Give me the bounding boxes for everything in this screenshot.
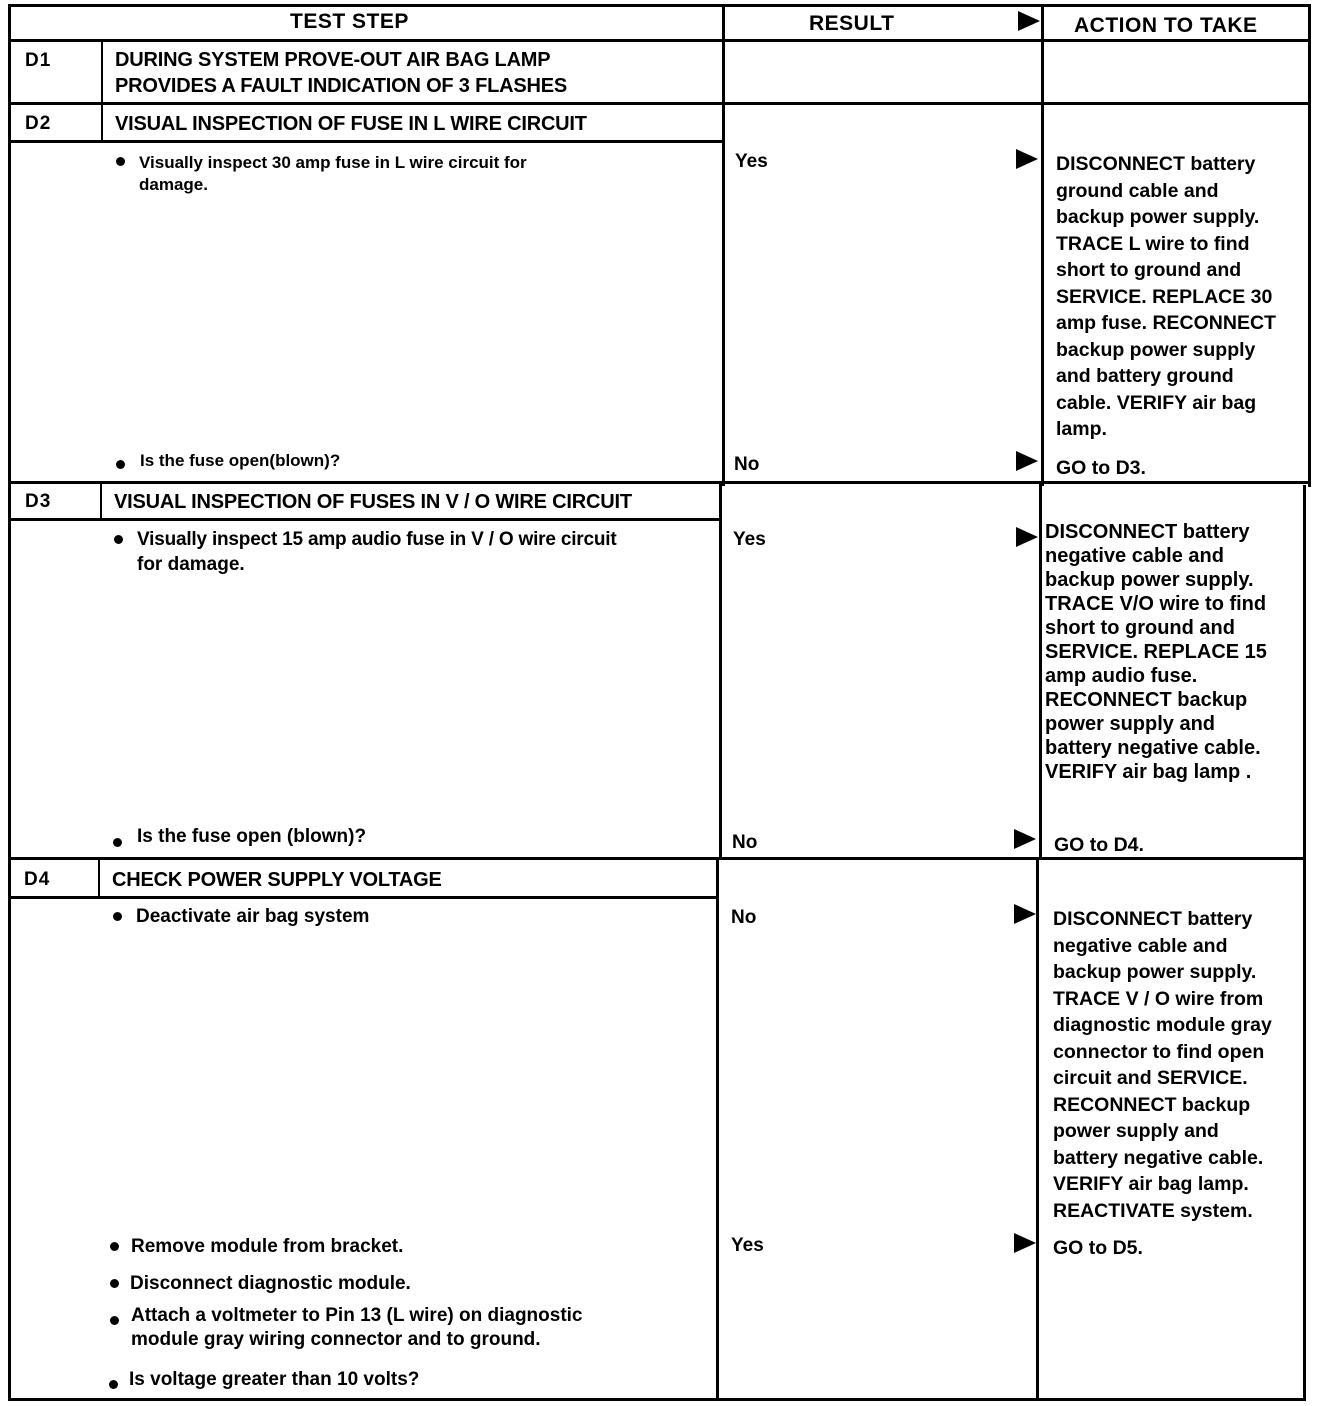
arrow-right-icon: [1014, 829, 1036, 849]
step-id-d2: D2: [25, 113, 52, 134]
result-d4-no: No: [731, 907, 757, 928]
bullet-icon: [114, 535, 123, 544]
action-d4-yes: GO to D5.: [1053, 1237, 1143, 1259]
header-test-step: TEST STEP: [290, 10, 409, 33]
result-d3-yes: Yes: [733, 529, 766, 550]
result-d2-no: No: [734, 454, 760, 475]
step-d3-question: Is the fuse open (blown)?: [137, 826, 367, 847]
arrow-right-icon: [1016, 451, 1038, 471]
header-result: RESULT: [809, 12, 895, 35]
step-id-d3: D3: [25, 491, 52, 512]
bullet-icon: [110, 1279, 119, 1288]
step-title-d2: VISUAL INSPECTION OF FUSE IN L WIRE CIRCUIT: [115, 113, 587, 135]
step-id-d1: D1: [25, 50, 52, 71]
arrow-right-icon: [1016, 527, 1038, 547]
arrow-right-icon: [1014, 904, 1036, 924]
step-d2-item-1-line-1: Visually inspect 30 amp fuse in L wire circuit for: [139, 153, 527, 172]
bullet-icon: [113, 912, 122, 921]
bullet-icon: [113, 838, 122, 847]
bullet-icon: [116, 460, 125, 469]
step-d4-item-4-line-1: Attach a voltmeter to Pin 13 (L wire) on diagnostic: [131, 1305, 583, 1326]
step-title-d1-line-2: PROVIDES A FAULT INDICATION OF 3 FLASHES: [115, 75, 568, 97]
step-d2-question: Is the fuse open(blown)?: [140, 451, 341, 470]
action-d2-no: GO to D3.: [1056, 457, 1146, 479]
action-d4-no: DISCONNECT battery negative cable and backup power supply. TRACE V / O wire from diagnostic module gray connector to find open circuit and SERVICE. RECONNECT backup power supply and battery negative cable. VERIFY air bag lamp. REACTIVATE system.: [1053, 908, 1272, 1222]
header-action-to-take: ACTION TO TAKE: [1074, 14, 1258, 37]
result-d2-yes: Yes: [735, 151, 768, 172]
step-d4-item-4-line-2: module gray wiring connector and to ground.: [131, 1329, 541, 1350]
step-d4-item-2: Remove module from bracket.: [131, 1236, 404, 1257]
bullet-icon: [110, 1316, 119, 1325]
result-d4-yes: Yes: [731, 1235, 764, 1256]
step-title-d1-line-1: DURING SYSTEM PROVE-OUT AIR BAG LAMP: [115, 49, 551, 71]
bullet-icon: [116, 157, 125, 166]
step-id-d4: D4: [24, 869, 51, 890]
step-d4-item-3: Disconnect diagnostic module.: [130, 1273, 411, 1294]
step-title-d3: VISUAL INSPECTION OF FUSES IN V / O WIRE CIRCUIT: [114, 491, 632, 513]
bullet-icon: [109, 1380, 118, 1389]
step-d2-item-1-line-2: damage.: [139, 175, 208, 194]
step-d3-item-1-line-2: for damage.: [137, 554, 245, 575]
action-d3-no: GO to D4.: [1054, 834, 1144, 856]
action-d3-yes: DISCONNECT battery negative cable and backup power supply. TRACE V/O wire to find short to ground and SERVICE. REPLACE 15 amp audio fuse. RECONNECT backup power supply and battery negative cable. VERIFY air bag lamp .: [1045, 521, 1267, 783]
step-d4-item-1: Deactivate air bag system: [136, 906, 370, 927]
arrow-right-icon: [1014, 1233, 1036, 1253]
arrow-right-icon: [1016, 149, 1038, 169]
header-arrow-icon: [1018, 11, 1040, 31]
result-d3-no: No: [732, 832, 758, 853]
step-d4-question: Is voltage greater than 10 volts?: [129, 1369, 420, 1390]
bullet-icon: [110, 1242, 119, 1251]
step-title-d4: CHECK POWER SUPPLY VOLTAGE: [112, 869, 442, 891]
action-d2-yes: DISCONNECT battery ground cable and backup power supply. TRACE L wire to find short to ground and SERVICE. REPLACE 30 amp fuse. RECONNECT backup power supply and battery ground cable. VERIFY air bag lamp.: [1056, 153, 1276, 440]
step-d3-item-1-line-1: Visually inspect 15 amp audio fuse in V / O wire circuit: [137, 529, 617, 550]
